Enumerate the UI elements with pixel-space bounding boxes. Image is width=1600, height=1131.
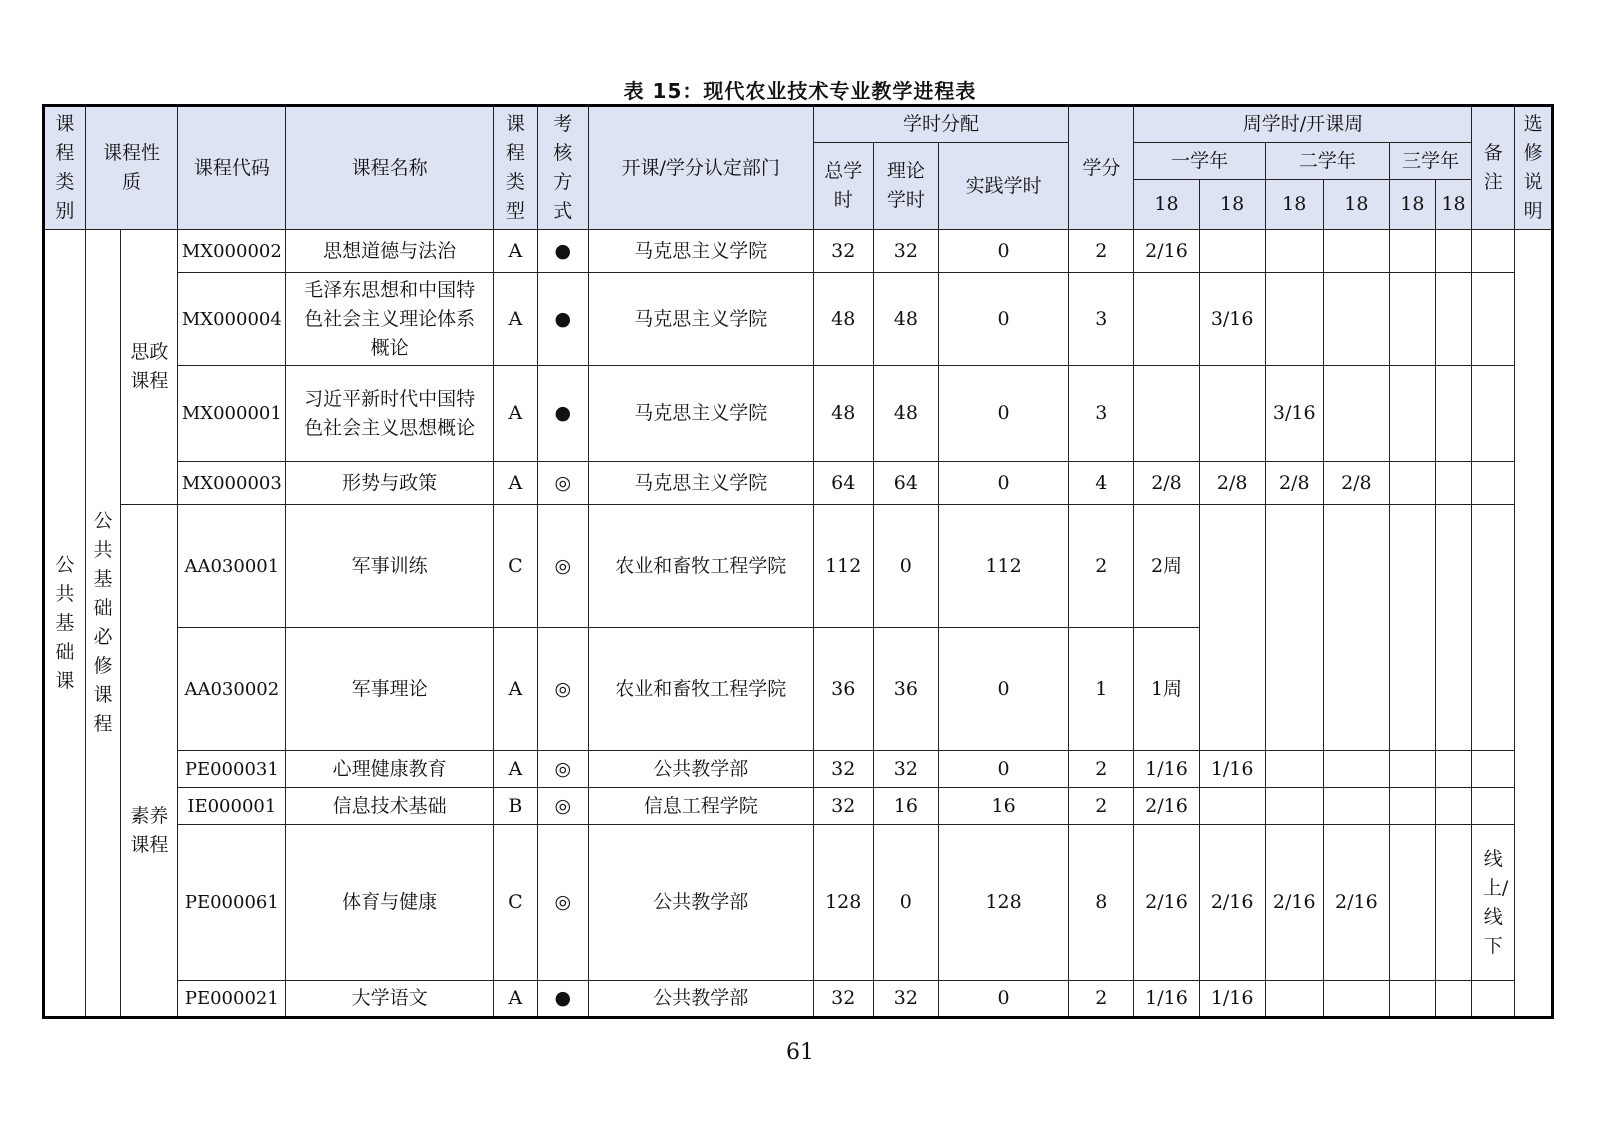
semester-6 — [1435, 462, 1472, 505]
header-week: 18 — [1389, 180, 1435, 230]
header-remark: 备注 — [1472, 106, 1515, 230]
practice-hours: 0 — [938, 628, 1068, 751]
credits: 2 — [1069, 788, 1134, 825]
remark — [1472, 230, 1515, 273]
total-hours: 128 — [813, 825, 873, 981]
theory-hours: 64 — [873, 462, 938, 505]
course-code: MX000002 — [178, 230, 286, 273]
course-code: PE000021 — [178, 981, 286, 1018]
semester-6 — [1435, 273, 1472, 366]
credits: 3 — [1069, 366, 1134, 462]
semester-5 — [1389, 825, 1435, 981]
theory-hours: 32 — [873, 751, 938, 788]
header-credits: 学分 — [1069, 106, 1134, 230]
header-name: 课程名称 — [286, 106, 494, 230]
semester-2: 2/8 — [1199, 462, 1265, 505]
exam-mark: ● — [537, 273, 588, 366]
remark — [1472, 273, 1515, 366]
total-hours: 32 — [813, 751, 873, 788]
table-row — [44, 825, 1553, 981]
page-number: 61 — [786, 1040, 814, 1065]
semester-3 — [1265, 751, 1323, 788]
remark — [1472, 981, 1515, 1018]
semester-5 — [1389, 462, 1435, 505]
semester-3 — [1265, 273, 1323, 366]
theory-hours: 32 — [873, 230, 938, 273]
semester-4: 2/16 — [1323, 825, 1389, 981]
course-name: 习近平新时代中国特色社会主义思想概论 — [286, 366, 494, 462]
course-type: A — [494, 751, 538, 788]
theory-hours: 48 — [873, 273, 938, 366]
total-hours: 64 — [813, 462, 873, 505]
semester-2 — [1199, 230, 1265, 273]
credits: 3 — [1069, 273, 1134, 366]
credits: 8 — [1069, 825, 1134, 981]
exam-mark: ● — [537, 230, 588, 273]
practice-hours: 0 — [938, 751, 1068, 788]
semester-6 — [1435, 230, 1472, 273]
course-type: A — [494, 462, 538, 505]
semester-3: 3/16 — [1265, 366, 1323, 462]
semester-4 — [1323, 751, 1389, 788]
semester-6 — [1435, 366, 1472, 462]
semester-4 — [1323, 981, 1389, 1018]
course-code: IE000001 — [178, 788, 286, 825]
subgroup-cell: 思政课程 — [121, 230, 178, 505]
semester-4 — [1323, 230, 1389, 273]
semester-1: 2/8 — [1134, 462, 1199, 505]
course-type: C — [494, 505, 538, 628]
header-year1: 一学年 — [1134, 143, 1265, 180]
semester-1: 2周 — [1134, 505, 1199, 628]
semester-6 — [1435, 751, 1472, 788]
table-row — [44, 230, 1553, 273]
theory-hours: 48 — [873, 366, 938, 462]
credits: 2 — [1069, 505, 1134, 628]
semester-5 — [1389, 751, 1435, 788]
table-row — [44, 462, 1553, 505]
practice-hours: 0 — [938, 366, 1068, 462]
semester-1: 2/16 — [1134, 825, 1199, 981]
course-code: AA030002 — [178, 628, 286, 751]
category-cell: 公共基础课 — [44, 230, 86, 1018]
course-name: 毛泽东思想和中国特色社会主义理论体系概论 — [286, 273, 494, 366]
department: 马克思主义学院 — [588, 462, 813, 505]
practice-hours: 0 — [938, 230, 1068, 273]
department: 马克思主义学院 — [588, 366, 813, 462]
course-code: PE000061 — [178, 825, 286, 981]
header-week: 18 — [1265, 180, 1323, 230]
semester-5 — [1389, 505, 1435, 751]
practice-hours: 112 — [938, 505, 1068, 628]
course-type: A — [494, 230, 538, 273]
practice-hours: 0 — [938, 981, 1068, 1018]
semester-6 — [1435, 981, 1472, 1018]
semester-1: 2/16 — [1134, 230, 1199, 273]
semester-2 — [1199, 366, 1265, 462]
department: 农业和畜牧工程学院 — [588, 505, 813, 628]
exam-mark: ◎ — [537, 751, 588, 788]
practice-hours: 128 — [938, 825, 1068, 981]
semester-3: 2/16 — [1265, 825, 1323, 981]
course-name: 体育与健康 — [286, 825, 494, 981]
course-name: 形势与政策 — [286, 462, 494, 505]
semester-5 — [1389, 788, 1435, 825]
credits: 2 — [1069, 751, 1134, 788]
header-theory-hours: 理论学时 — [873, 143, 938, 230]
subgroup-cell: 素养课程 — [121, 505, 178, 1018]
semester-4: 2/8 — [1323, 462, 1389, 505]
course-type: B — [494, 788, 538, 825]
remark: 线上/线下 — [1472, 825, 1515, 981]
exam-mark: ● — [537, 366, 588, 462]
semester-3 — [1265, 788, 1323, 825]
practice-hours: 0 — [938, 273, 1068, 366]
header-total-hours: 总学时 — [813, 143, 873, 230]
theory-hours: 16 — [873, 788, 938, 825]
department: 农业和畜牧工程学院 — [588, 628, 813, 751]
department: 信息工程学院 — [588, 788, 813, 825]
semester-2 — [1199, 505, 1265, 751]
semester-4 — [1323, 788, 1389, 825]
course-name: 思想道德与法治 — [286, 230, 494, 273]
department: 公共教学部 — [588, 751, 813, 788]
semester-1: 1/16 — [1134, 751, 1199, 788]
department: 公共教学部 — [588, 825, 813, 981]
course-type: A — [494, 366, 538, 462]
course-name: 信息技术基础 — [286, 788, 494, 825]
table-row — [44, 366, 1553, 462]
semester-1 — [1134, 273, 1199, 366]
exam-mark: ◎ — [537, 825, 588, 981]
table-row — [44, 981, 1553, 1018]
table-row — [44, 273, 1553, 366]
remark — [1472, 505, 1515, 751]
semester-1: 2/16 — [1134, 788, 1199, 825]
theory-hours: 0 — [873, 825, 938, 981]
total-hours: 48 — [813, 366, 873, 462]
course-code: PE000031 — [178, 751, 286, 788]
table-row — [44, 788, 1553, 825]
semester-5 — [1389, 366, 1435, 462]
header-exam: 考核方式 — [537, 106, 588, 230]
semester-3 — [1265, 505, 1323, 751]
semester-1: 1/16 — [1134, 981, 1199, 1018]
course-name: 心理健康教育 — [286, 751, 494, 788]
total-hours: 36 — [813, 628, 873, 751]
header-week: 18 — [1199, 180, 1265, 230]
header-week: 18 — [1435, 180, 1472, 230]
header-hours-group: 学时分配 — [813, 106, 1069, 143]
exam-mark: ◎ — [537, 788, 588, 825]
semester-6 — [1435, 788, 1472, 825]
header-weekly-group: 周学时/开课周 — [1134, 106, 1472, 143]
credits: 4 — [1069, 462, 1134, 505]
exam-mark: ◎ — [537, 505, 588, 628]
course-code: MX000004 — [178, 273, 286, 366]
semester-4 — [1323, 505, 1389, 751]
course-type: C — [494, 825, 538, 981]
header-week: 18 — [1134, 180, 1199, 230]
semester-3 — [1265, 230, 1323, 273]
semester-4 — [1323, 366, 1389, 462]
remark — [1472, 462, 1515, 505]
total-hours: 32 — [813, 788, 873, 825]
semester-6 — [1435, 505, 1472, 751]
header-nature: 课程性质 — [85, 106, 178, 230]
remark — [1472, 751, 1515, 788]
credits: 2 — [1069, 230, 1134, 273]
course-code: MX000003 — [178, 462, 286, 505]
semester-1 — [1134, 366, 1199, 462]
semester-4 — [1323, 273, 1389, 366]
course-type: A — [494, 981, 538, 1018]
theory-hours: 36 — [873, 628, 938, 751]
exam-mark: ◎ — [537, 462, 588, 505]
semester-2 — [1199, 788, 1265, 825]
total-hours: 32 — [813, 230, 873, 273]
department: 马克思主义学院 — [588, 230, 813, 273]
semester-5 — [1389, 273, 1435, 366]
credits: 1 — [1069, 628, 1134, 751]
header-week: 18 — [1323, 180, 1389, 230]
department: 马克思主义学院 — [588, 273, 813, 366]
course-type: A — [494, 273, 538, 366]
elective-note — [1515, 230, 1553, 1018]
semester-2: 1/16 — [1199, 981, 1265, 1018]
semester-2: 3/16 — [1199, 273, 1265, 366]
header-practice-hours: 实践学时 — [938, 143, 1068, 230]
semester-5 — [1389, 230, 1435, 273]
course-name: 大学语文 — [286, 981, 494, 1018]
table-title: 表 15：现代农业技术专业教学进程表 — [623, 79, 977, 103]
semester-3: 2/8 — [1265, 462, 1323, 505]
header-dept: 开课/学分认定部门 — [588, 106, 813, 230]
course-type: A — [494, 628, 538, 751]
semester-1: 1周 — [1134, 628, 1199, 751]
course-code: AA030001 — [178, 505, 286, 628]
header-category: 课程类别 — [44, 106, 86, 230]
header-code: 课程代码 — [178, 106, 286, 230]
table-row — [44, 751, 1553, 788]
header-year3: 三学年 — [1389, 143, 1471, 180]
semester-2: 1/16 — [1199, 751, 1265, 788]
remark — [1472, 788, 1515, 825]
credits: 2 — [1069, 981, 1134, 1018]
nature-cell: 公共基础必修课程 — [85, 230, 121, 1018]
theory-hours: 0 — [873, 505, 938, 628]
total-hours: 112 — [813, 505, 873, 628]
semester-3 — [1265, 981, 1323, 1018]
semester-5 — [1389, 981, 1435, 1018]
course-code: MX000001 — [178, 366, 286, 462]
practice-hours: 16 — [938, 788, 1068, 825]
course-name: 军事理论 — [286, 628, 494, 751]
exam-mark: ● — [537, 981, 588, 1018]
remark — [1472, 366, 1515, 462]
theory-hours: 32 — [873, 981, 938, 1018]
semester-2: 2/16 — [1199, 825, 1265, 981]
teaching-schedule-table — [42, 104, 1554, 1019]
table-row — [44, 505, 1553, 628]
total-hours: 32 — [813, 981, 873, 1018]
exam-mark: ◎ — [537, 628, 588, 751]
header-elective: 选修说明 — [1515, 106, 1553, 230]
header-type: 课程类型 — [494, 106, 538, 230]
header-year2: 二学年 — [1265, 143, 1389, 180]
department: 公共教学部 — [588, 981, 813, 1018]
practice-hours: 0 — [938, 462, 1068, 505]
course-name: 军事训练 — [286, 505, 494, 628]
total-hours: 48 — [813, 273, 873, 366]
semester-6 — [1435, 825, 1472, 981]
